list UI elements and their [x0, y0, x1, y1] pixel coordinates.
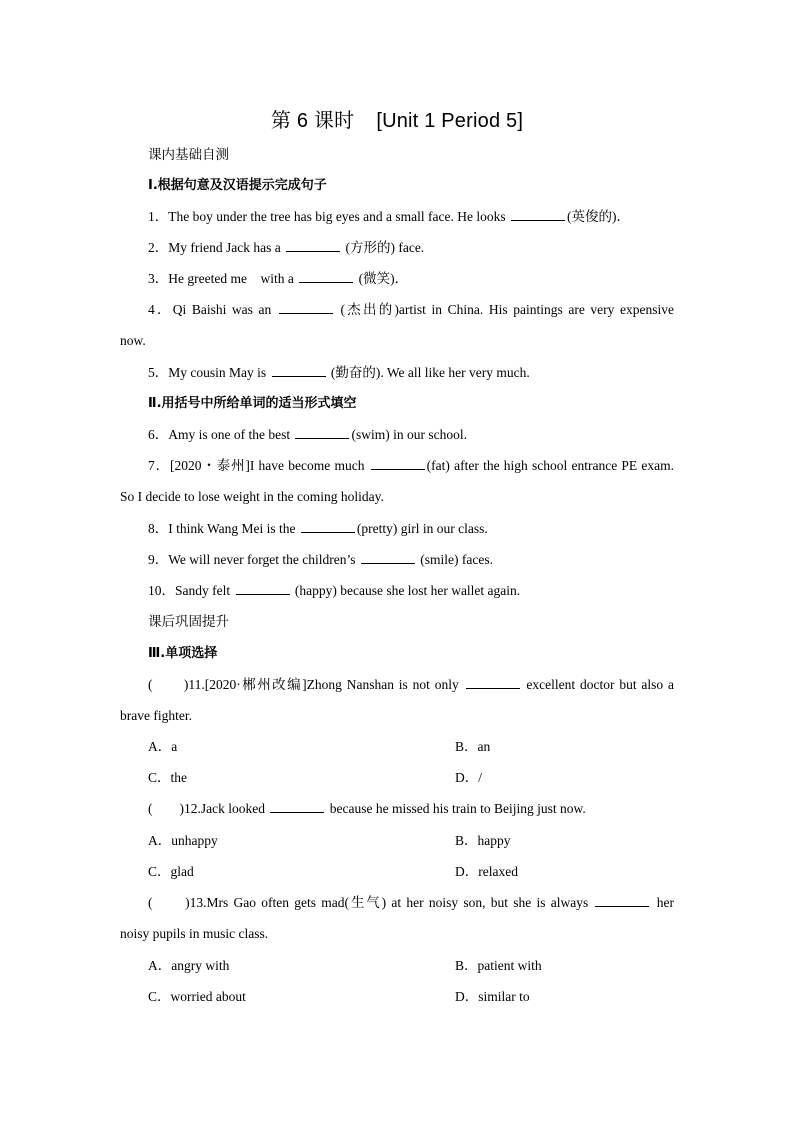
- question-11-cont: brave fighter.: [120, 708, 192, 723]
- option-13-b[interactable]: B．patient with: [455, 958, 542, 973]
- part1-heading: Ⅰ.根据句意及汉语提示完成句子: [148, 178, 327, 193]
- answer-blank[interactable]: [371, 457, 425, 470]
- option-12-c[interactable]: C．glad: [148, 864, 194, 879]
- question-7-cont: So I decide to lose weight in the coming holiday.: [120, 489, 384, 504]
- part2-heading: Ⅱ.用括号中所给单词的适当形式填空: [148, 396, 357, 411]
- option-11-c[interactable]: C．the: [148, 770, 187, 785]
- answer-blank[interactable]: [299, 270, 353, 283]
- answer-blank[interactable]: [295, 426, 349, 439]
- part3-heading: Ⅲ.单项选择: [148, 646, 218, 661]
- option-12-b[interactable]: B．happy: [455, 833, 511, 848]
- section-after-class: 课后巩固提升: [148, 614, 229, 630]
- question-4: 4．Qi Baishi was an (杰出的)artist in China. His paintings are very expensive: [148, 302, 674, 317]
- question-11: ( )11.[2020·郴州改编]Zhong Nanshan is not only excellent doctor but also a: [148, 677, 674, 692]
- answer-blank: [466, 676, 520, 689]
- option-13-a[interactable]: A．angry with: [148, 958, 230, 973]
- answer-blank[interactable]: [286, 239, 340, 252]
- question-9: 9．We will never forget the children’s (smile) faces.: [148, 552, 493, 567]
- option-12-a[interactable]: A．unhappy: [148, 833, 218, 848]
- option-12-d[interactable]: D．relaxed: [455, 864, 518, 879]
- question-2: 2．My friend Jack has a (方形的) face.: [148, 240, 425, 255]
- question-6: 6．Amy is one of the best (swim) in our school.: [148, 427, 467, 442]
- question-4-cont: now.: [120, 333, 146, 348]
- section-in-class: 课内基础自测: [148, 147, 229, 163]
- question-3: 3．He greeted me with a (微笑)．: [148, 271, 409, 286]
- answer-paren[interactable]: ( ): [148, 677, 189, 692]
- answer-paren[interactable]: ( ): [148, 895, 190, 910]
- answer-blank[interactable]: [511, 208, 565, 221]
- option-11-d[interactable]: D．/: [455, 770, 482, 785]
- answer-blank: [595, 894, 649, 907]
- question-13: ( )13.Mrs Gao often gets mad(生气) at her noisy son, but she is always her: [148, 895, 674, 910]
- question-1: 1．The boy under the tree has big eyes and a small face. He looks (英俊的)．: [148, 209, 631, 224]
- option-11-b[interactable]: B．an: [455, 739, 491, 754]
- question-5: 5．My cousin May is (勤奋的). We all like her very much.: [148, 365, 530, 380]
- answer-paren[interactable]: ( ): [148, 801, 184, 816]
- answer-blank[interactable]: [272, 364, 326, 377]
- question-10: 10．Sandy felt (happy) because she lost her wallet again.: [148, 583, 521, 598]
- question-13-cont: noisy pupils in music class.: [120, 926, 269, 941]
- option-11-a[interactable]: A．a: [148, 739, 178, 754]
- answer-blank[interactable]: [301, 520, 355, 533]
- answer-blank[interactable]: [236, 582, 290, 595]
- answer-blank: [270, 800, 324, 813]
- answer-blank[interactable]: [279, 301, 333, 314]
- question-7: 7．[2020・泰州]I have become much (fat) after the high school entrance PE exam.: [148, 458, 674, 473]
- option-13-d[interactable]: D．similar to: [455, 989, 530, 1004]
- title-lesson: 第 6 课时: [270, 110, 355, 132]
- question-8: 8．I think Wang Mei is the (pretty) girl in our class.: [148, 521, 488, 536]
- option-13-c[interactable]: C．worried about: [148, 989, 246, 1004]
- question-12: ( )12.Jack looked because he missed his train to Beijing just now.: [148, 801, 586, 816]
- answer-blank[interactable]: [361, 551, 415, 564]
- page-title: [0, 104, 794, 133]
- title-unit: [Unit 1 Period 5]: [376, 110, 524, 132]
